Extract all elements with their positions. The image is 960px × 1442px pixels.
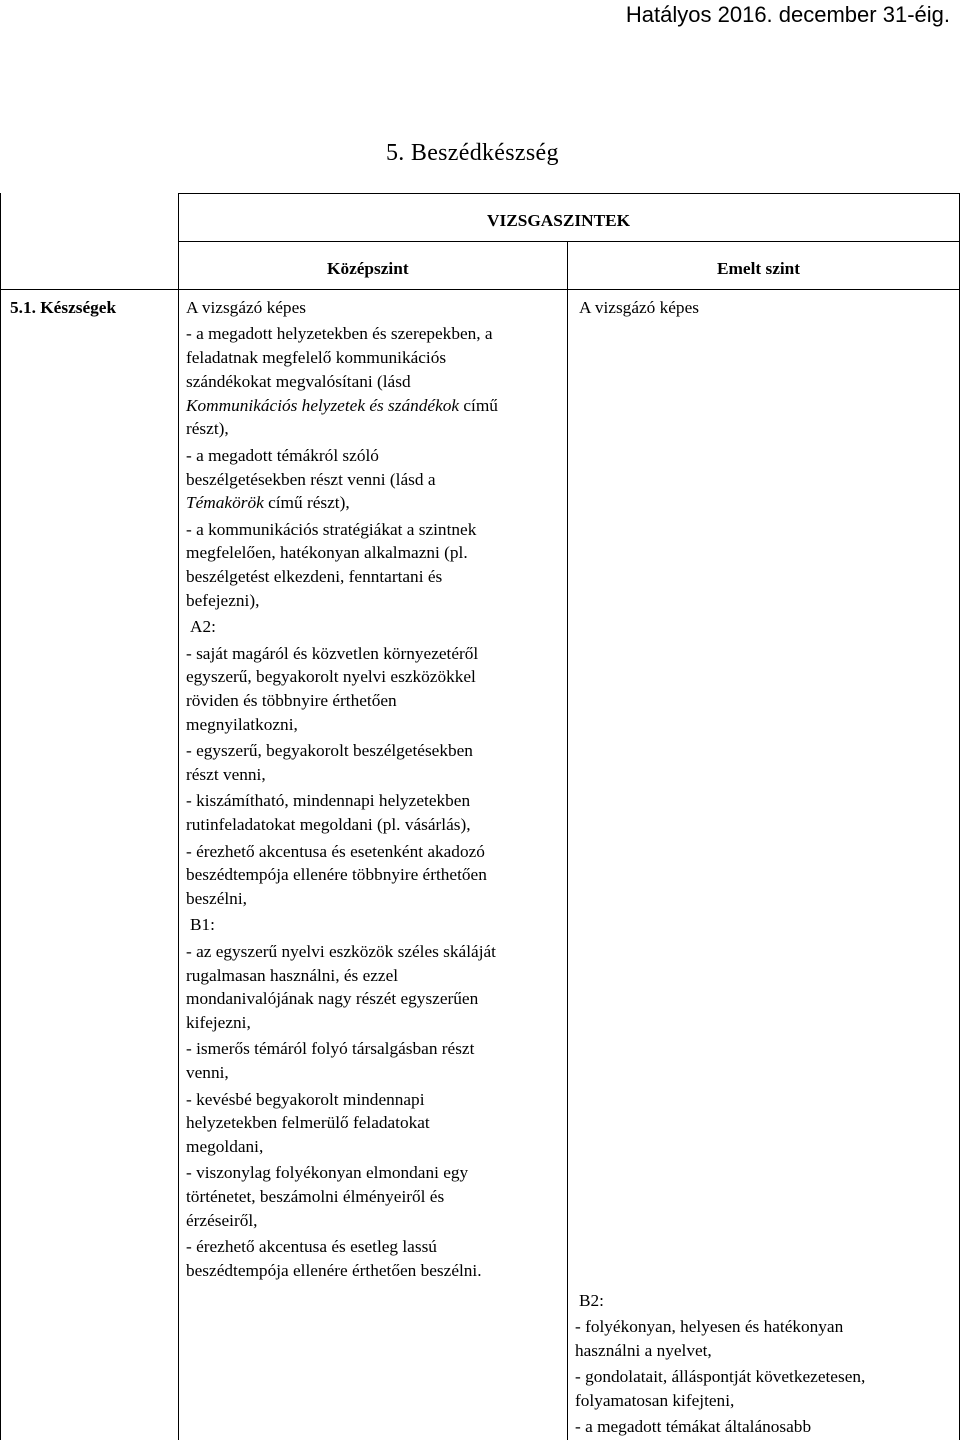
- mid-intro: A vizsgázó képes: [186, 298, 306, 317]
- a2-point-1: - saját magáról és közvetlen környezetéről egyszerű, begyakorolt nyelvi eszközökkel röviden és többnyire érthetően megnyilatkozni,: [186, 643, 479, 735]
- table-top-border: [178, 193, 960, 194]
- mid-point-strategies: - a kommunikációs stratégiákat a szintnek megfelelően, hatékonyan alkalmazni (pl. beszélgetést elkezdeni, fenntartani és befejezni),: [186, 519, 477, 611]
- mid-point-topics: - a megadott témákról szóló beszélgetésekben részt venni (lásd a Témakörök című részt),: [186, 445, 436, 513]
- table-group-divider: [178, 241, 960, 242]
- mid-level-content: [186, 296, 498, 1285]
- b2-point-3: - a megadott témákat általánosabb: [575, 1417, 812, 1437]
- b2-point-2: - gondolatait, álláspontját következetesen, folyamatosan kifejteni,: [575, 1367, 866, 1411]
- b1-point-4: - viszonylag folyékonyan elmondani egy történetet, beszámolni élményeiről és érzéseiről,: [186, 1163, 469, 1230]
- table-left-border: [0, 193, 1, 1440]
- header-high-level: Emelt szint: [717, 259, 801, 278]
- b1-point-1: - az egyszerű nyelvi eszközök széles skáláját rugalmasan használni, és ezzel mondanivalójának nagy részét egyszerűen kifejezni,: [186, 941, 496, 1033]
- b1-point-5: - érezhető akcentusa és esetleg lassú beszédtempója ellenére érthetően beszélni.: [186, 1237, 482, 1281]
- a2-point-2: - egyszerű, begyakorolt beszélgetésekben részt venni,: [186, 741, 473, 785]
- a2-point-3: - kiszámítható, mindennapi helyzetekben rutinfeladatokat megoldani (pl. vásárlás),: [186, 791, 471, 835]
- row-label-skills: 5.1. Készségek: [10, 298, 117, 317]
- level-label-b2: B2:: [579, 1291, 604, 1310]
- mid-point-situations: - a megadott helyzetekben és szerepekben, a feladatnak megfelelő kommunikációs szándékokat megvalósítani (lásd Kommunikációs helyzetek és szándékok című részt),: [186, 324, 498, 439]
- header-exam-levels: VIZSGASZINTEK: [487, 211, 631, 230]
- b1-point-3: - kevésbé begyakorolt mindennapi helyzetekben felmerülő feladatokat megoldani,: [186, 1089, 430, 1157]
- table-subheader-border: [0, 289, 960, 290]
- b2-point-1: - folyékonyan, helyesen és hatékonyan használni a nyelvet,: [575, 1317, 844, 1361]
- high-intro: A vizsgázó képes: [579, 298, 699, 317]
- document-title: 5. Beszédkészség: [386, 140, 559, 166]
- level-label-a2: A2:: [190, 617, 216, 637]
- a2-point-4: - érezhető akcentusa és esetenként akadozó beszédtempója ellenére többnyire érthetően beszélni,: [186, 841, 487, 909]
- header-mid-level: Középszint: [327, 259, 409, 278]
- table-col-divider-1: [178, 193, 179, 1440]
- b1-point-2: - ismerős témáról folyó társalgásban részt venni,: [186, 1039, 475, 1083]
- table-col-divider-2: [567, 241, 568, 1440]
- high-level-content: [575, 1289, 865, 1442]
- level-label-b1: B1:: [190, 915, 215, 935]
- validity-banner: Hatályos 2016. december 31-éig.: [625, 2, 950, 27]
